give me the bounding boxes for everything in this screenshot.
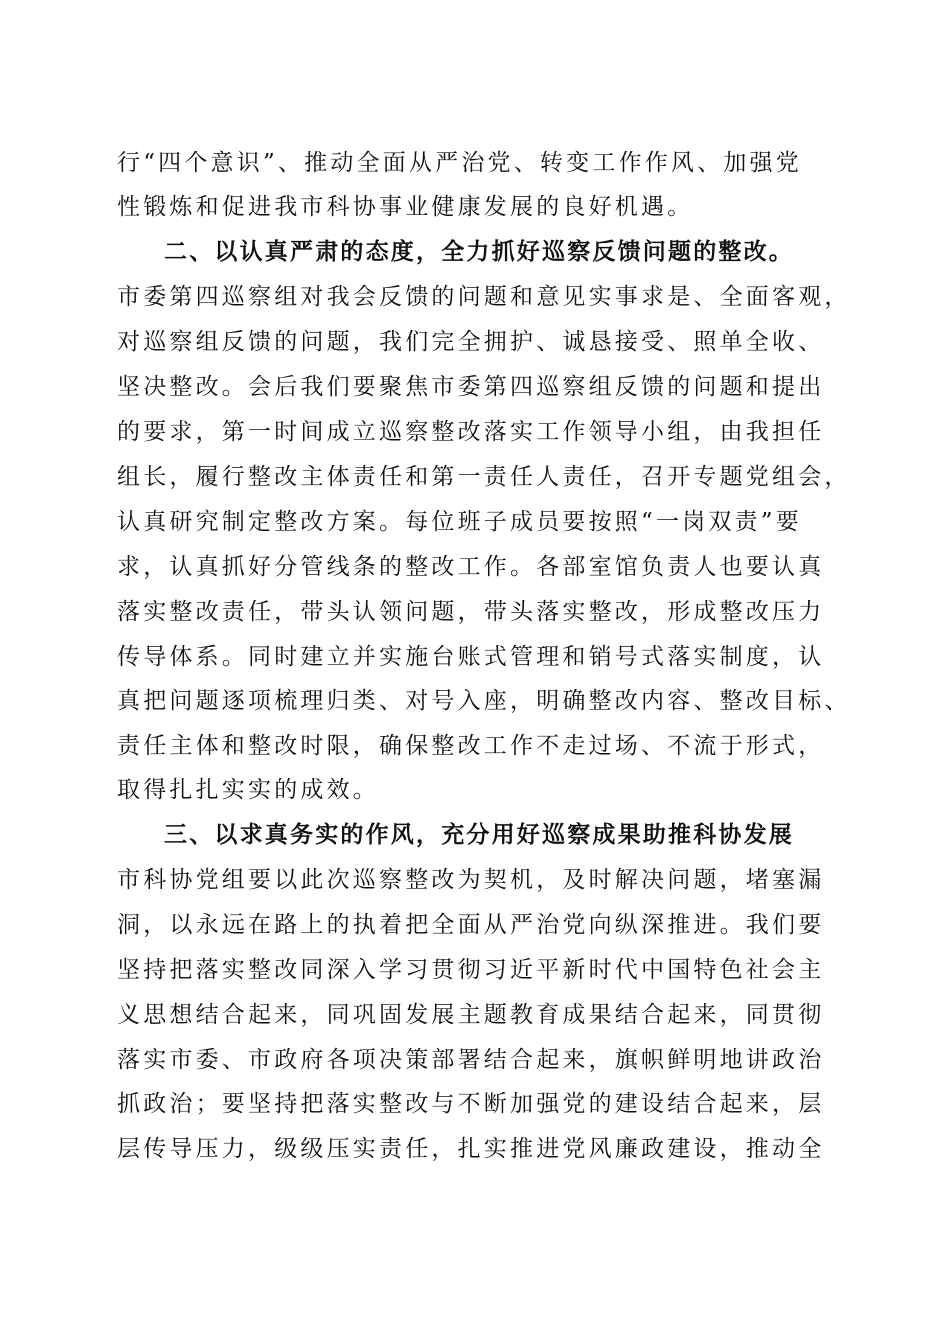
text-line: 组长，履行整改主体责任和第一责任人责任，召开专题党组会， [117,464,851,490]
text-line: 性锻炼和促进我市科协事业健康发展的良好机遇。 [117,194,694,220]
text-line: 传导体系。同时建立并实施台账式管理和销号式落实制度，认 [117,644,825,670]
text-line: 对巡察组反馈的问题，我们完全拥护、诚恳接受、照单全收、 [117,329,825,355]
text-line: 坚决整改。会后我们要聚焦市委第四巡察组反馈的问题和提出 [117,374,825,400]
text-line: 的要求，第一时间成立巡察整改落实工作领导小组，由我担任 [117,419,825,445]
text-line: 落实整改责任，带头认领问题，带头落实整改，形成整改压力 [117,599,825,625]
section-heading-2: 二、以认真严肃的态度，全力抓好巡察反馈问题的整改。 [164,239,794,265]
text-line: 层传导压力，级级压实责任，扎实推进党风廉政建设，推动全 [117,1136,825,1162]
text-line: 洞，以永远在路上的执着把全面从严治党向纵深推进。我们要 [117,912,825,938]
text-line: 市委第四巡察组对我会反馈的问题和意见实事求是、全面客观， [117,284,851,310]
section-heading-3: 三、以求真务实的作风，充分用好巡察成果助推科协发展 [164,822,794,848]
text-line: 市科协党组要以此次巡察整改为契机，及时解决问题，堵塞漏 [117,867,825,893]
text-line: 义思想结合起来，同巩固发展主题教育成果结合起来，同贯彻 [117,1002,825,1028]
text-line: 坚持把落实整改同深入学习贯彻习近平新时代中国特色社会主 [117,957,825,983]
text-line: 抓政治；要坚持把落实整改与不断加强党的建设结合起来，层 [117,1091,825,1117]
text-line: 责任主体和整改时限，确保整改工作不走过场、不流于形式， [117,733,825,759]
text-line: 真把问题逐项梳理归类、对号入座，明确整改内容、整改目标、 [117,688,851,714]
text-line: 取得扎扎实实的成效。 [117,777,379,803]
text-line: 落实市委、市政府各项决策部署结合起来，旗帜鲜明地讲政治 [117,1047,825,1073]
text-line: 认真研究制定整改方案。每位班子成员要按照“一岗双责”要 [117,509,802,535]
text-line: 求，认真抓好分管线条的整改工作。各部室馆负责人也要认真 [117,554,825,580]
text-line: 行“四个意识”、推动全面从严治党、转变工作作风、加强党 [117,150,802,176]
